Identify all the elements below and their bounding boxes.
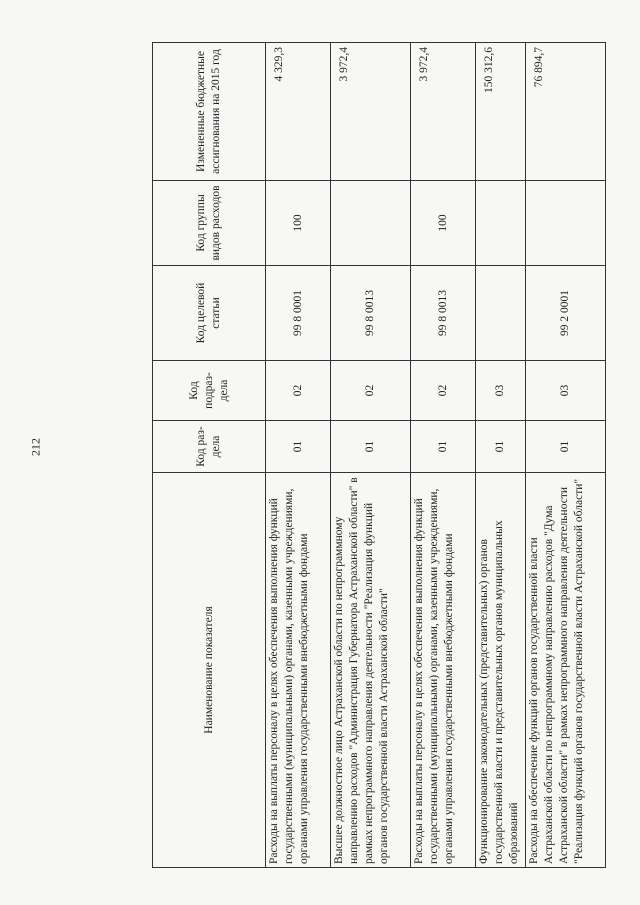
row-statya: 99 2 0001	[526, 266, 606, 361]
row-vid	[526, 181, 606, 266]
row-razdel: 01	[476, 421, 526, 473]
row-amount: 150 312,6	[476, 43, 526, 181]
table-row	[526, 43, 606, 868]
row-vid	[331, 181, 411, 266]
row-podrazdel: 02	[411, 361, 476, 421]
row-statya: 99 8 0013	[331, 266, 411, 361]
row-podrazdel: 02	[331, 361, 411, 421]
row-name: Расходы на выплаты персоналу в целях обеспечения выполнения функций государственными (муниципальными) органами, казенными учреждениями, органами управления государственными внебюджетными фондами	[266, 473, 331, 868]
budget-table	[152, 42, 606, 868]
header-name: Наименование показателя	[153, 473, 266, 868]
row-razdel: 01	[331, 421, 411, 473]
row-amount: 3 972,4	[331, 43, 411, 181]
row-statya	[476, 266, 526, 361]
row-name: Функционирование законодательных (представительных) органов государственной власти и представительных органов муниципальных образований	[476, 473, 526, 868]
row-name: Высшее должностное лицо Астраханской области по непрограммному направлению расходов "Администрация Губернатора Астраханской области" в рамках непрограммного направления деятельности "Реализация функций органов государственной власти Астраханской области"	[331, 473, 411, 868]
table-row	[411, 43, 476, 868]
row-vid: 100	[266, 181, 331, 266]
row-razdel: 01	[411, 421, 476, 473]
table-row	[331, 43, 411, 868]
row-statya: 99 8 0013	[411, 266, 476, 361]
header-vid: Код группы видов расходов	[153, 181, 266, 266]
row-podrazdel: 03	[526, 361, 606, 421]
row-amount: 3 972,4	[411, 43, 476, 181]
row-vid	[476, 181, 526, 266]
row-razdel: 01	[526, 421, 606, 473]
row-podrazdel: 02	[266, 361, 331, 421]
table-row	[266, 43, 331, 868]
row-podrazdel: 03	[476, 361, 526, 421]
page-number: 212	[28, 438, 43, 456]
rotated-table-container	[152, 43, 585, 868]
row-vid: 100	[411, 181, 476, 266]
header-amount: Измененные бюджетные ассигнования на 2015 год	[153, 43, 266, 181]
row-amount: 4 329,3	[266, 43, 331, 181]
row-name: Расходы на обеспечение функций органов государственной власти Астраханской области по непрограммному направлению расходов "Дума Астраханской области" в рамках непрограммного направления деятельности "Реализация функций органов государственной власти Астраханской области"	[526, 473, 606, 868]
table-header	[153, 43, 266, 868]
table-row	[476, 43, 526, 868]
row-name: Расходы на выплаты персоналу в целях обеспечения выполнения функций государственными (муниципальными) органами, казенными учреждениями, органами управления государственными внебюджетными фондами	[411, 473, 476, 868]
header-statya: Код целевой статьи	[153, 266, 266, 361]
row-amount: 76 894,7	[526, 43, 606, 181]
header-podrazdel: Код подраз-дела	[153, 361, 266, 421]
header-razdel: Код раз-дела	[153, 421, 266, 473]
row-razdel: 01	[266, 421, 331, 473]
row-statya: 99 8 0001	[266, 266, 331, 361]
